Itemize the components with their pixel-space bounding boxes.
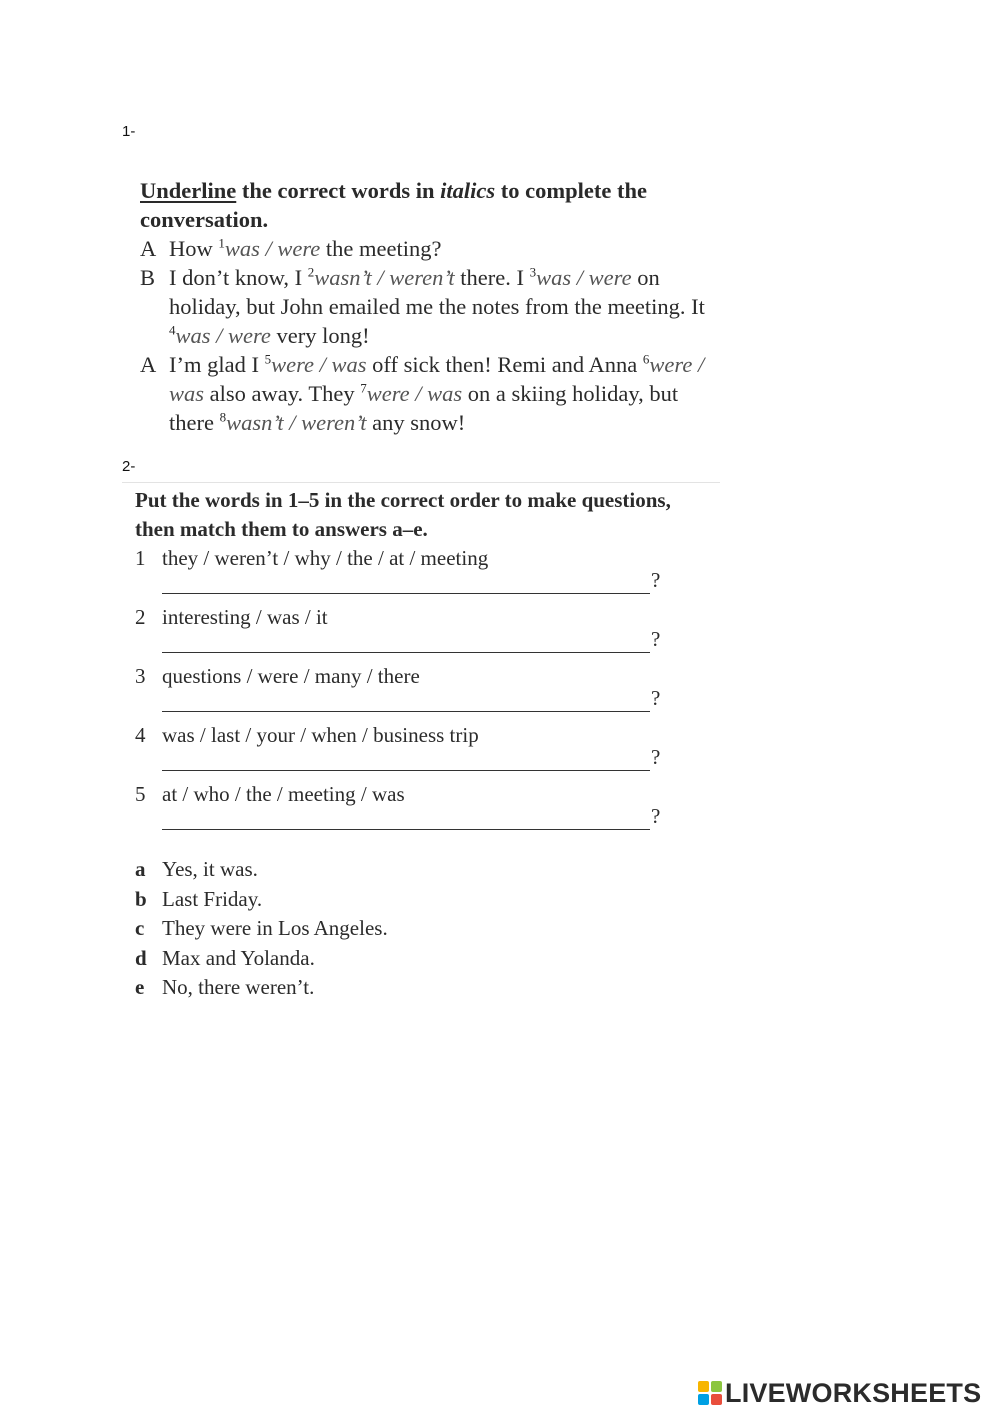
dialogue-text-part: very long!	[270, 323, 370, 348]
question-mark: ?	[651, 568, 661, 592]
section-divider	[122, 482, 720, 483]
question-number: 3	[135, 664, 146, 688]
answer-text: Max and Yolanda.	[162, 945, 315, 970]
answer-item	[135, 914, 695, 944]
answer-text: Last Friday.	[162, 886, 263, 911]
instruction-italic-word: italics	[440, 178, 496, 203]
logo-text: LIVEWORKSHEETS	[725, 1377, 982, 1408]
answer-letter: e	[135, 975, 145, 999]
answer-letter: a	[135, 857, 146, 881]
gap-number: 5	[264, 351, 272, 367]
question-words: questions / were / many / there	[162, 664, 420, 688]
exercise-1-instruction	[140, 176, 720, 234]
speaker-label: A	[140, 236, 157, 261]
answer-blank-line[interactable]	[162, 711, 650, 712]
dialogue-text	[169, 350, 720, 437]
question-item	[135, 662, 695, 721]
question-number: 5	[135, 782, 146, 806]
gap-number: 1	[218, 235, 225, 251]
answer-blank-line[interactable]	[162, 652, 650, 653]
instruction-text: the correct words in	[236, 178, 441, 203]
liveworksheets-logo	[698, 1378, 981, 1408]
answer-letter: b	[135, 886, 147, 911]
instruction-underlined-word: Underline	[140, 178, 237, 203]
word-choice[interactable]: wasn’t / weren’t	[226, 410, 367, 435]
dialogue-text-part: off sick then! Remi and Anna	[366, 352, 643, 377]
answer-text: Yes, it was.	[162, 857, 258, 881]
word-choice[interactable]: were / was	[271, 352, 367, 377]
dialogue-text-part: any snow!	[366, 410, 466, 435]
answer-letter: d	[135, 945, 147, 970]
gap-number: 7	[360, 380, 367, 396]
section-label-1: 1-	[122, 123, 136, 140]
dialogue-text-part: I don’t know, I	[169, 265, 308, 290]
question-words: interesting / was / it	[162, 605, 328, 629]
answer-letter: c	[135, 916, 145, 940]
answer-blank-line[interactable]	[162, 829, 650, 830]
question-number: 4	[135, 723, 146, 747]
gap-number: 4	[169, 322, 176, 338]
word-choice[interactable]: was / were	[536, 265, 632, 290]
gap-number: 2	[307, 264, 315, 280]
answer-item	[135, 944, 695, 974]
dialogue-text-part: also away. They	[204, 381, 361, 406]
logo-squares-icon	[698, 1381, 722, 1405]
logo-square	[698, 1394, 709, 1405]
question-mark: ?	[651, 627, 661, 651]
dialogue-text-part: there. I	[454, 265, 530, 290]
question-number: 2	[135, 605, 146, 629]
dialogue-text-part: How	[169, 236, 219, 261]
question-mark: ?	[651, 745, 661, 769]
question-list	[135, 544, 695, 839]
exercise-1	[140, 176, 720, 437]
section-label-2: 2-	[122, 458, 136, 475]
question-words: was / last / your / when / business trip	[162, 723, 479, 747]
speaker-label: B	[140, 265, 156, 290]
question-mark: ?	[651, 804, 661, 828]
dialogue-text-part: on holiday, but John emailed me the notes from the meeting. It	[169, 265, 705, 319]
word-choice[interactable]: were / was	[169, 352, 705, 406]
speaker-label: A	[140, 352, 157, 377]
question-number: 1	[135, 546, 146, 570]
conversation	[140, 234, 720, 437]
dialogue-line	[140, 234, 720, 263]
answer-list	[135, 855, 695, 1003]
logo-square	[698, 1381, 709, 1392]
dialogue-text	[169, 234, 720, 263]
dialogue-text-part: I’m glad I	[169, 352, 265, 377]
word-choice[interactable]: wasn’t / weren’t	[314, 265, 455, 290]
exercise-2-instruction: Put the words in 1–5 in the correct order to make questions, then match them to answers a–e.	[135, 488, 671, 541]
question-words: at / who / the / meeting / was	[162, 782, 405, 806]
answer-item	[135, 885, 695, 915]
question-item	[135, 603, 695, 662]
dialogue-text-part: on a skiing holiday, but there	[169, 381, 679, 435]
gap-number: 8	[219, 409, 227, 425]
word-choice[interactable]: was / were	[175, 323, 271, 348]
question-words: they / weren’t / why / the / at / meeting	[162, 546, 489, 570]
dialogue-line	[140, 263, 720, 350]
exercise-2	[135, 486, 695, 1003]
word-choice[interactable]: were / was	[366, 381, 463, 406]
answer-text: No, there weren’t.	[162, 975, 315, 999]
question-item	[135, 780, 695, 839]
answer-blank-line[interactable]	[162, 593, 650, 594]
answer-item	[135, 973, 695, 1003]
instruction-text-end: to complete the conversation.	[140, 178, 647, 232]
answer-text: They were in Los Angeles.	[162, 916, 388, 940]
gap-number: 3	[529, 264, 537, 280]
dialogue-text-part: the meeting?	[320, 236, 442, 261]
gap-number: 6	[642, 351, 650, 367]
question-item	[135, 721, 695, 780]
question-mark: ?	[651, 686, 661, 710]
answer-blank-line[interactable]	[162, 770, 650, 771]
dialogue-line	[140, 350, 720, 437]
answer-item	[135, 855, 695, 885]
word-choice[interactable]: was / were	[224, 236, 321, 261]
dialogue-text	[169, 263, 720, 350]
question-item	[135, 544, 695, 603]
logo-square	[711, 1381, 722, 1392]
logo-square	[711, 1394, 722, 1405]
